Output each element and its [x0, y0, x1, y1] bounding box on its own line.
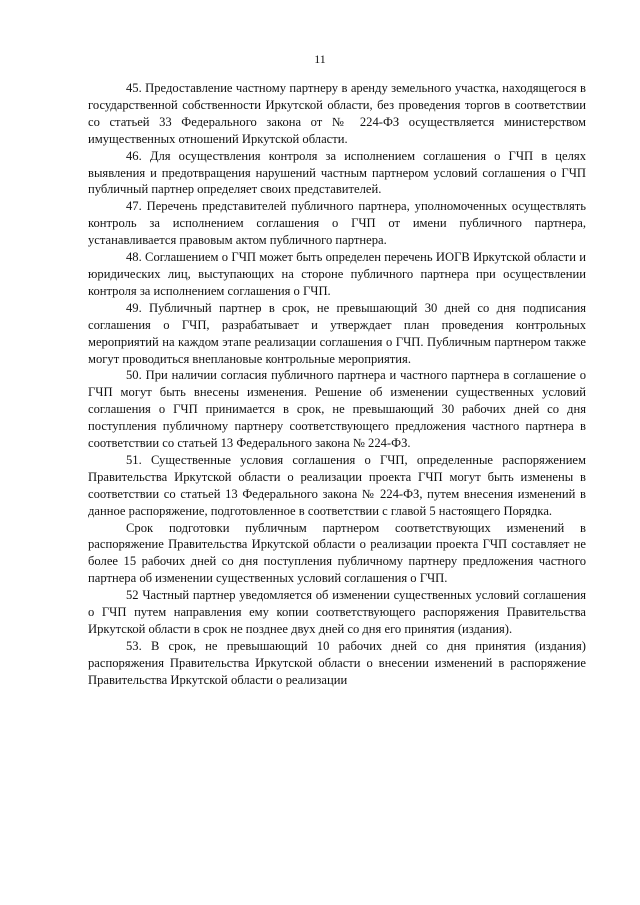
- paragraph-45: 45. Предоставление частному партнеру в аренду земельного участка, находящегося в государственной собственности Иркутской области, без проведения торгов в соответствии со статьей 33 Федерального закона от № 224-ФЗ осуществляется министерством имущественных отношений Иркутской области.: [88, 81, 586, 146]
- paragraph-51: 51. Существенные условия соглашения о ГЧП, определенные распоряжением Правительства Иркутской области о реализации проекта ГЧП могут быть изменены в соответствии со статьей 13 Федерального закона № 224-ФЗ, путем внесения изменений в данное распоряжение, подготовленное в соответствии с главой 5 настоящего Порядка.: [88, 452, 586, 518]
- paragraph-53: 53. В срок, не превышающий 10 рабочих дней со дня принятия (издания) распоряжения Правительства Иркутской области о внесении изменений в распоряжение Правительства Иркутской области о реализации: [88, 638, 586, 687]
- document-body: [88, 80, 586, 689]
- paragraph-51-deadline: Срок подготовки публичным партнером соответствующих изменений в распоряжение Правительства Иркутской области о реализации проекта ГЧП составляет не более 15 рабочих дней со дня поступления публичному партнеру предложения частного партнера об изменении существенных условий соглашения о ГЧП.: [88, 520, 586, 586]
- paragraph-52: 52 Частный партнер уведомляется об изменении существенных условий соглашения о ГЧП путем направления ему копии соответствующего распоряжения Правительства Иркутской области в срок не позднее двух дней со дня его принятия (издания).: [88, 588, 586, 636]
- paragraph-47: 47. Перечень представителей публичного партнера, уполномоченных осуществлять контроль за исполнением соглашения о ГЧП от имени публичного партнера, устанавливается правовым актом публичного партнера.: [88, 199, 586, 248]
- paragraph-48: 48. Соглашением о ГЧП может быть определен перечень ИОГВ Иркутской области и юридических лиц, выступающих на стороне публичного партнера при осуществлении контроля за исполнением соглашения о ГЧП.: [88, 250, 586, 298]
- page-number: 11: [314, 52, 326, 66]
- paragraph-50: 50. При наличии согласия публичного партнера и частного партнера в соглашение о ГЧП могут быть внесены изменения. Решение об изменении существенных условий соглашения о ГЧП принимается в срок, не превышающий 30 рабочих дней со дня поступления публичному партнеру соответствующего предложения частного партнера в соответствии со статьей 13 Федерального закона № 224-ФЗ.: [88, 368, 586, 451]
- paragraph-46: 46. Для осуществления контроля за исполнением соглашения о ГЧП в целях выявления и предотвращения нарушений частным партнером условий соглашения о ГЧП публичный партнер определяет своих представителей.: [88, 148, 586, 197]
- paragraph-49: 49. Публичный партнер в срок, не превышающий 30 дней со дня подписания соглашения о ГЧП, разрабатывает и утверждает план проведения контрольных мероприятий на каждом этапе реализации соглашения о ГЧП. Публичным партнером также могут проводиться внеплановые контрольные мероприятия.: [88, 300, 586, 366]
